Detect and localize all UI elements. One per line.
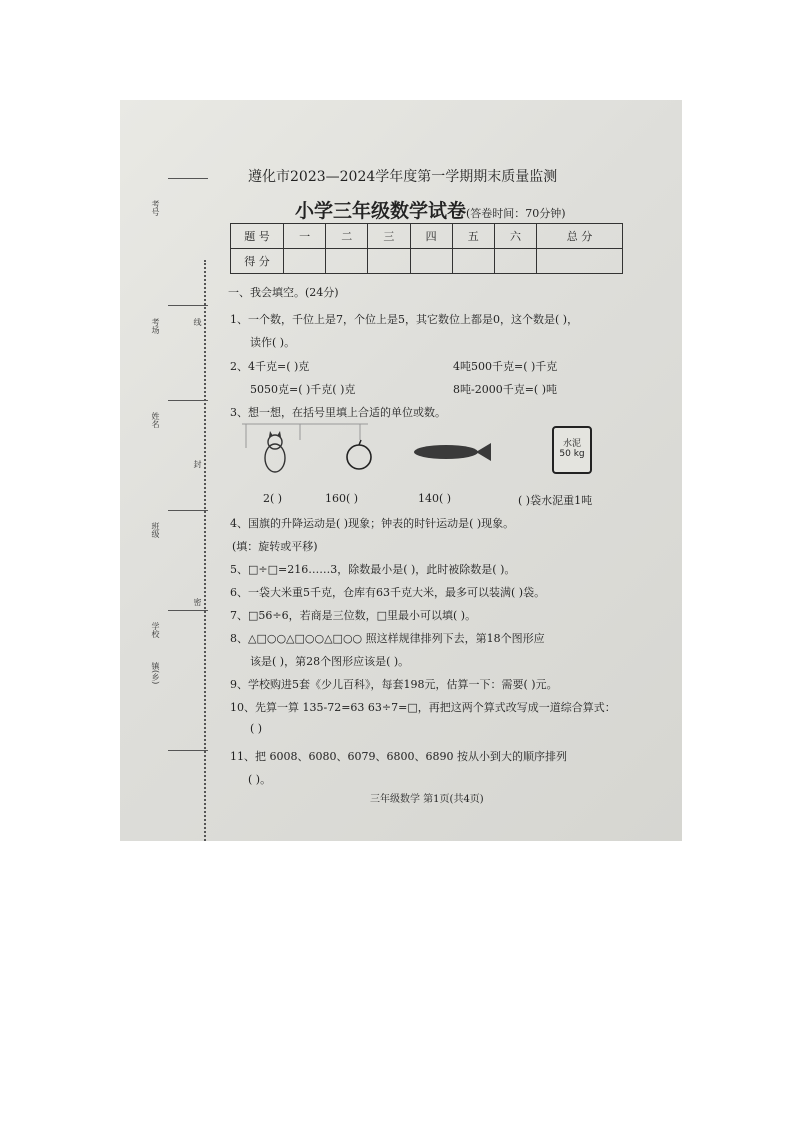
question-6: 6、一袋大米重5千克，仓库有63千克大米，最多可以装满( )袋。 [230, 586, 546, 599]
section-heading: 一、我会填空。(24分) [228, 286, 339, 299]
question-4b: (填：旋转或平移) [232, 540, 318, 553]
blank-line [168, 510, 208, 511]
table-cell: 三 [368, 224, 410, 249]
table-row [231, 224, 623, 249]
score-table [230, 223, 623, 274]
question-7: 7、□56÷6，若商是三位数，□里最小可以填( )。 [230, 609, 477, 622]
q3-answer-1: 2( ) [263, 492, 283, 505]
score-cell[interactable] [326, 249, 368, 274]
blank-line [168, 610, 208, 611]
q3-answer-3: 140( ) [418, 492, 452, 505]
label-banji: 班级 [151, 522, 160, 538]
seal-mi: 密 [193, 598, 202, 606]
question-8a: 8、△□○○△□○○△□○○ 照这样规律排列下去，第18个图形应 [230, 632, 545, 645]
question-2b: 4吨500千克=( )千克 [453, 360, 558, 373]
fish-icon [412, 440, 492, 464]
question-1b: 读作( )。 [250, 336, 296, 349]
bag-label: 水泥 [562, 439, 581, 449]
apple-icon [342, 438, 376, 472]
question-11b: ( )。 [248, 773, 272, 786]
label-xuexiao: 学校 [151, 622, 160, 638]
score-cell[interactable] [537, 249, 623, 274]
bag-weight: 50 kg [559, 449, 585, 459]
label-kaohao: 考号 [151, 200, 160, 216]
seal-xian: 线 [193, 318, 202, 326]
question-2a: 2、4千克=( )克 [230, 360, 310, 373]
time-note: (答卷时间：70分钟) [466, 207, 566, 220]
question-5: 5、□÷□=216……3，除数最小是( )，此时被除数是( )。 [230, 563, 516, 576]
question-11a: 11、把 6008、6080、6079、6800、6890 按从小到大的顺序排列 [230, 750, 567, 763]
question-4a: 4、国旗的升降运动是( )现象；钟表的时针运动是( )现象。 [230, 517, 515, 530]
seal-dotted-line [204, 260, 206, 841]
question-1a: 1、一个数，千位上是7，个位上是5，其它数位上都是0，这个数是( )， [230, 313, 579, 326]
table-cell: 得 分 [231, 249, 284, 274]
question-2d: 8吨-2000千克=( )吨 [453, 383, 558, 396]
score-cell[interactable] [494, 249, 536, 274]
exam-subtitle: 遵化市2023—2024学年度第一学期期末质量监测 [248, 169, 558, 185]
label-xingming: 姓名 [151, 412, 160, 428]
score-cell[interactable] [452, 249, 494, 274]
page-footer: 三年级数学 第1页(共4页) [370, 794, 484, 805]
blank-line [168, 178, 208, 179]
table-cell: 四 [410, 224, 452, 249]
cement-bag-icon [552, 426, 592, 474]
question-2c: 5050克=( )千克( )克 [250, 383, 356, 396]
table-cell: 六 [494, 224, 536, 249]
score-cell[interactable] [284, 249, 326, 274]
question-10a: 10、先算一算 135-72=63 63÷7=□，再把这两个算式改写成一道综合算式： [230, 701, 616, 714]
table-row [231, 249, 623, 274]
label-kaochang: 考场 [151, 318, 160, 334]
question-9: 9、学校购进5套《少儿百科》，每套198元，估算一下：需要( )元。 [230, 678, 558, 691]
table-cell: 总 分 [537, 224, 623, 249]
score-cell[interactable] [368, 249, 410, 274]
question-8b: 该是( )，第28个图形应该是( )。 [250, 655, 410, 668]
blank-line [168, 750, 208, 751]
q3-answer-4: ( )袋水泥重1吨 [518, 494, 593, 507]
table-cell: 题 号 [231, 224, 284, 249]
question-10b: ( ) [250, 722, 263, 735]
seal-feng: 封 [193, 460, 202, 468]
blank-line [168, 400, 208, 401]
blank-line [168, 305, 208, 306]
table-cell: 一 [284, 224, 326, 249]
exam-photo [120, 100, 682, 841]
exam-title-text: 小学三年级数学试卷 [295, 200, 467, 222]
table-cell: 五 [452, 224, 494, 249]
question-3: 3、想一想，在括号里填上合适的单位或数。 [230, 406, 446, 419]
exam-title [295, 196, 566, 223]
score-cell[interactable] [410, 249, 452, 274]
label-zhen: 镇(乡) [151, 662, 160, 685]
table-cell: 二 [326, 224, 368, 249]
q3-answer-2: 160( ) [325, 492, 359, 505]
